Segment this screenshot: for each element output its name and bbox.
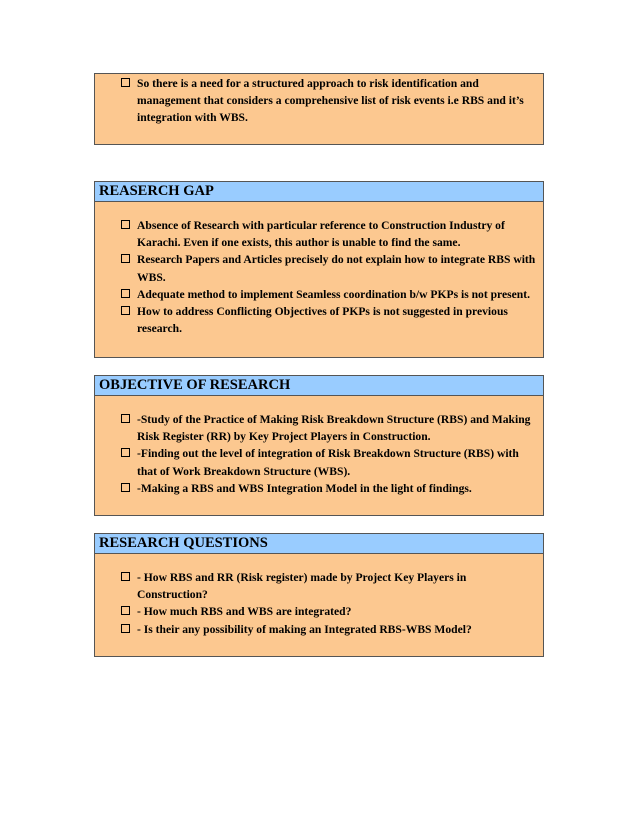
- checkbox-icon: [121, 78, 130, 87]
- list-item: [95, 75, 543, 127]
- list-item: [95, 411, 543, 445]
- objective-list: [95, 396, 543, 497]
- list-item: [95, 480, 543, 497]
- checkbox-icon: [121, 606, 130, 615]
- section-objective-of-research: [94, 375, 544, 516]
- list-item: [95, 217, 543, 251]
- list-item: [95, 286, 543, 303]
- section-title: OBJECTIVE OF RESEARCH: [95, 376, 543, 396]
- section-title: RESEARCH QUESTIONS: [95, 534, 543, 554]
- list-item-text: -Finding out the level of integration of Risk Breakdown Structure (RBS) with that of Work Breakdown Structure (WBS).: [137, 447, 519, 478]
- checkbox-icon: [121, 483, 130, 492]
- section-research-questions: [94, 533, 544, 657]
- list-item: [95, 303, 543, 337]
- checkbox-icon: [121, 289, 130, 298]
- checkbox-icon: [121, 572, 130, 581]
- section-title: REASERCH GAP: [95, 182, 543, 202]
- checkbox-icon: [121, 254, 130, 263]
- section-need-statement: [94, 73, 544, 145]
- checkbox-icon: [121, 414, 130, 423]
- research-gap-list: [95, 202, 543, 337]
- need-list: [95, 74, 543, 127]
- list-item: [95, 603, 543, 620]
- list-item-text: Research Papers and Articles precisely do not explain how to integrate RBS with WBS.: [137, 253, 536, 284]
- list-item-text: -Study of the Practice of Making Risk Breakdown Structure (RBS) and Making Risk Register (RR) by Key Project Players in Construction.: [137, 413, 531, 444]
- list-item-text: - Is their any possibility of making an Integrated RBS-WBS Model?: [137, 622, 472, 636]
- checkbox-icon: [121, 448, 130, 457]
- list-item-text: Absence of Research with particular reference to Construction Industry of Karachi. Even if one exists, this author is unable to find the same.: [137, 219, 505, 250]
- list-item-text: So there is a need for a structured approach to risk identification and management that considers a comprehensive list of risk events i.e RBS and it’s integration with WBS.: [137, 77, 524, 125]
- list-item: [95, 251, 543, 285]
- list-item-text: How to address Conflicting Objectives of PKPs is not suggested in previous research.: [137, 305, 508, 336]
- list-item-text: -Making a RBS and WBS Integration Model in the light of findings.: [137, 481, 472, 495]
- list-item: [95, 569, 543, 603]
- checkbox-icon: [121, 220, 130, 229]
- list-item-text: - How much RBS and WBS are integrated?: [137, 605, 352, 619]
- list-item: [95, 621, 543, 638]
- checkbox-icon: [121, 624, 130, 633]
- checkbox-icon: [121, 306, 130, 315]
- section-research-gap: [94, 181, 544, 358]
- list-item-text: - How RBS and RR (Risk register) made by Project Key Players in Construction?: [137, 571, 467, 602]
- questions-list: [95, 554, 543, 638]
- list-item-text: Adequate method to implement Seamless coordination b/w PKPs is not present.: [137, 287, 531, 301]
- list-item: [95, 445, 543, 479]
